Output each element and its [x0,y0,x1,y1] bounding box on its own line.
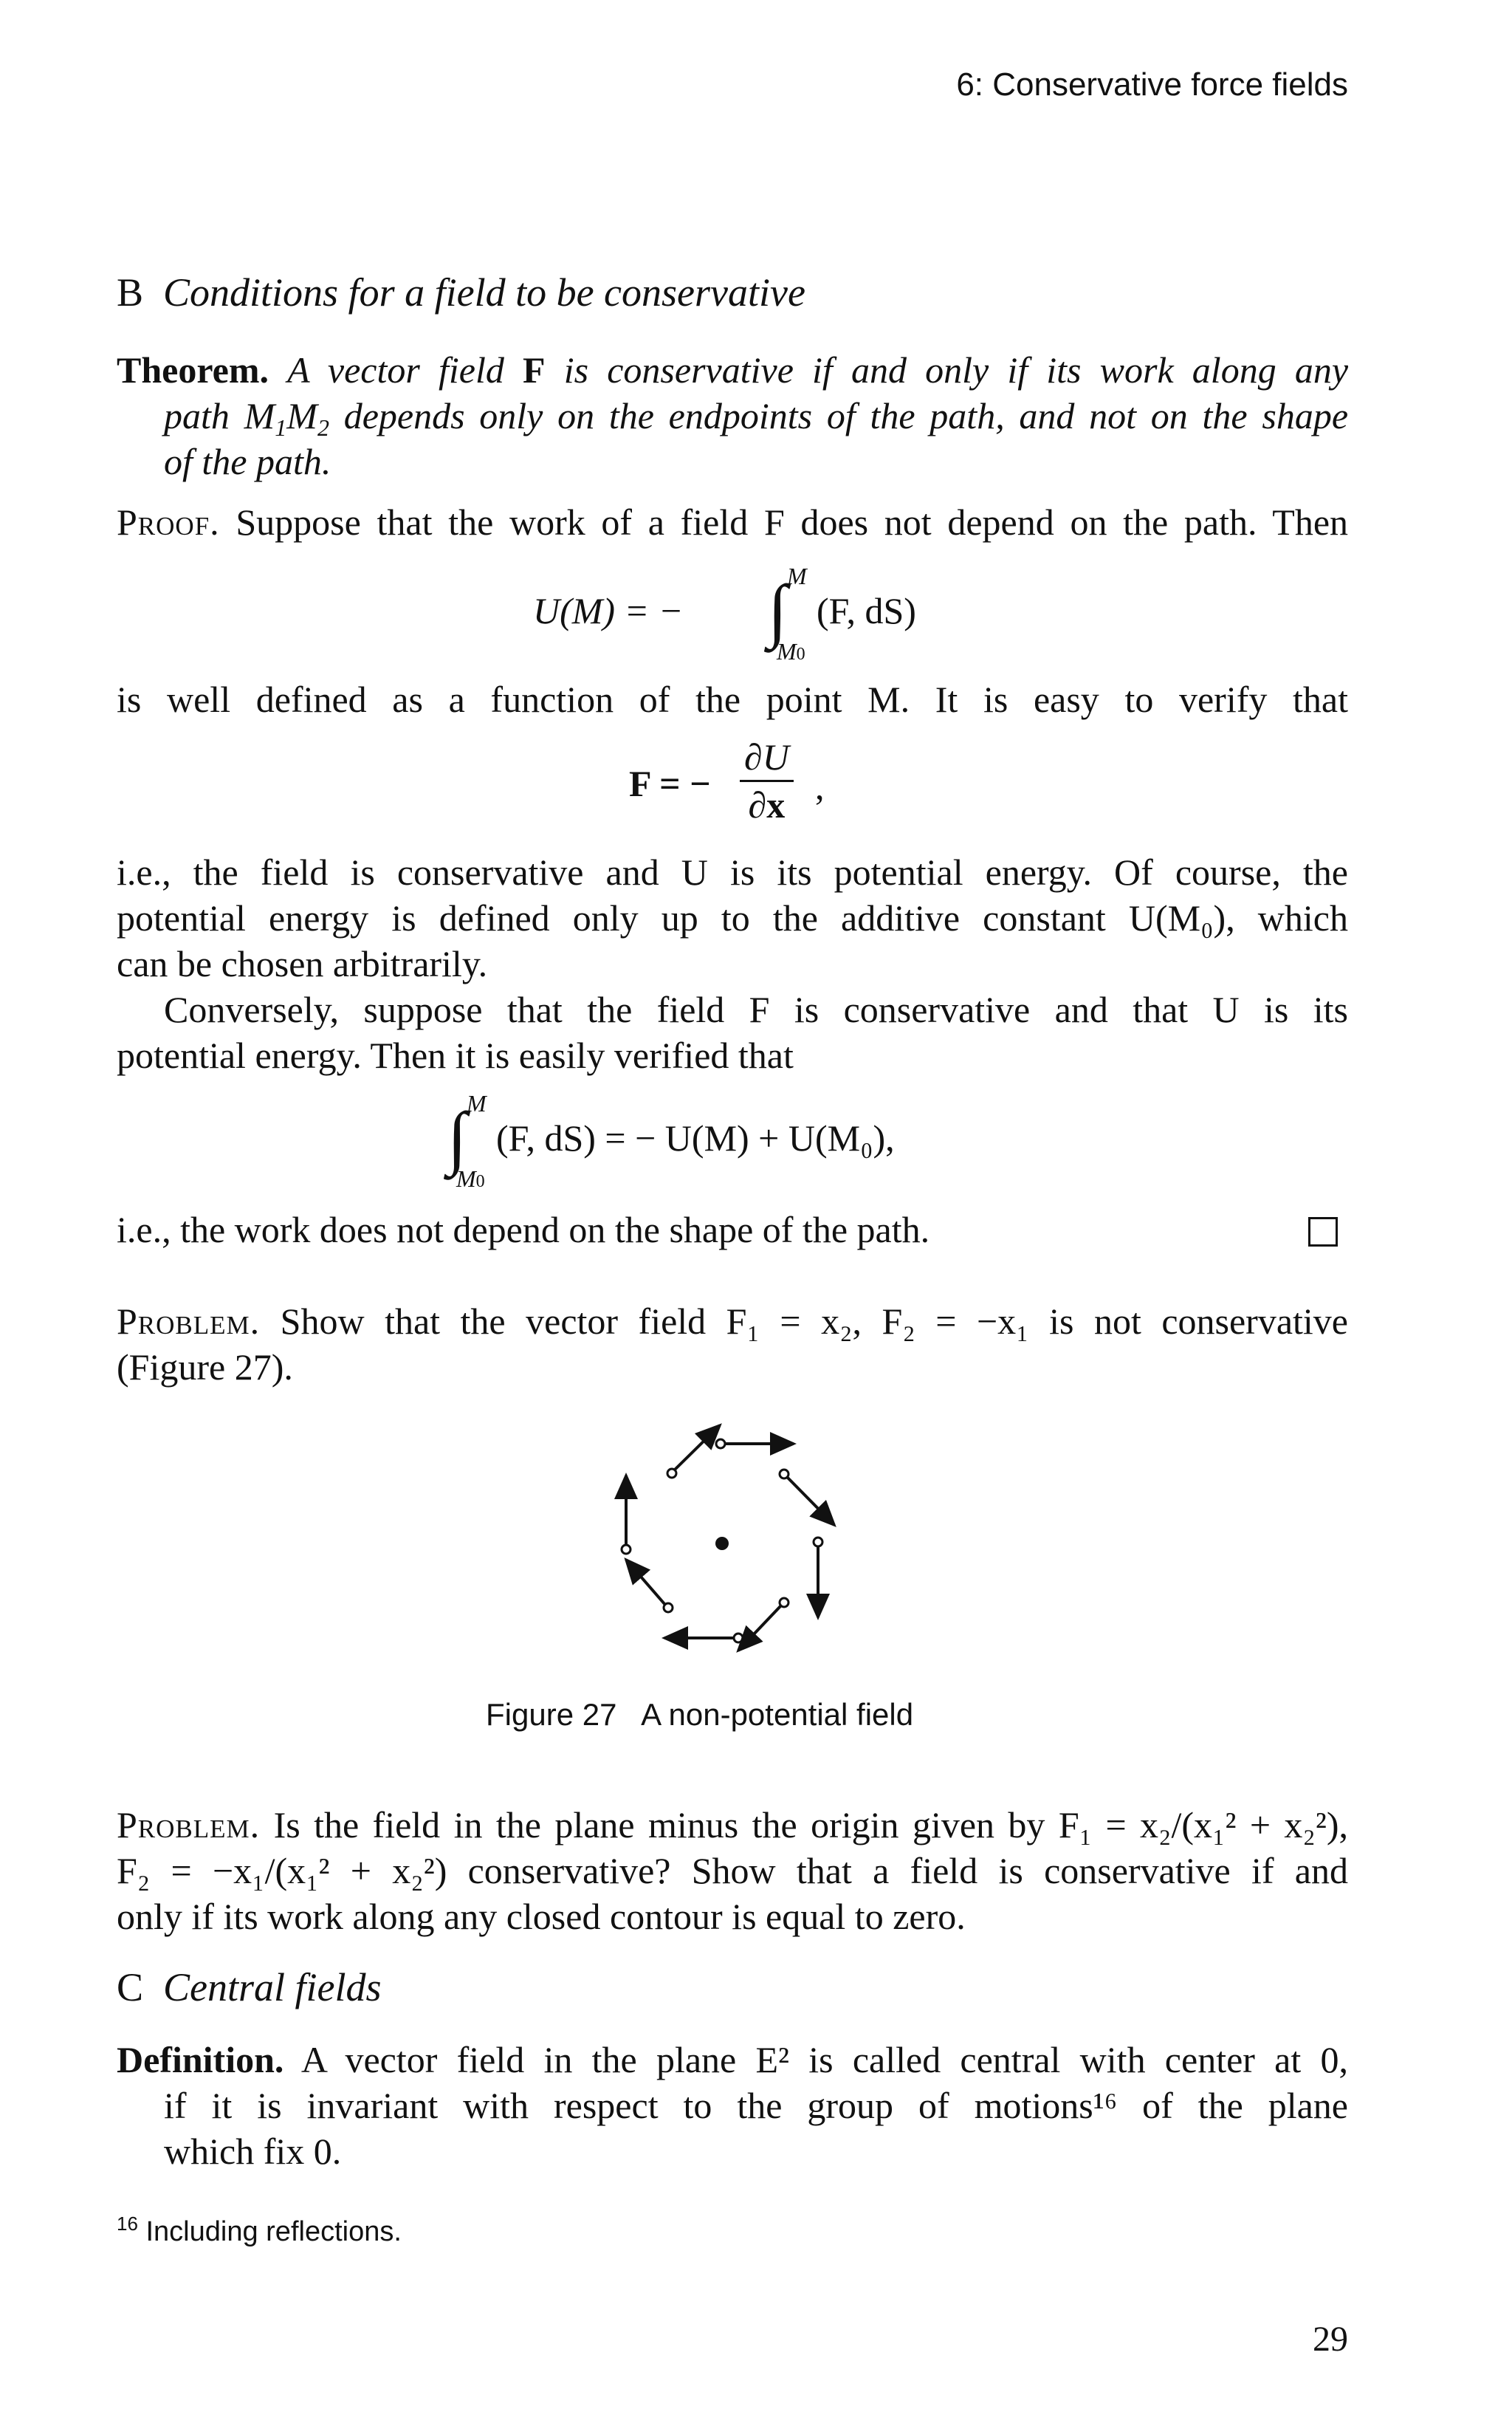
field-vector-arrow [814,1538,822,1617]
section-c-heading [117,1964,382,2010]
definition-line-3: which fix 0. [164,2131,342,2172]
problem-label: Problem. [117,1804,261,1845]
problem-text: Is the field in the plane minus the origin given by F₁ = x₂/(x₁² + x₂²), [273,1804,1348,1845]
field-vector-arrow [664,1634,743,1642]
definition-label: Definition. [117,2039,284,2080]
problem-2-line-1 [117,1802,1348,1848]
footnote-mark: 16 [117,2213,138,2235]
field-vector-arrow [738,1598,788,1651]
integral-upper-limit: M [467,1090,487,1117]
section-c-title: Central fields [163,1965,382,2009]
equation-comma: , [815,766,825,807]
proof-line-1 [117,499,1348,545]
problem-label: Problem. [117,1300,261,1342]
theorem-line-3: of the path. [164,441,331,482]
section-b-heading [117,270,805,315]
proof-line-3: i.e., the field is conservative and U is its potential energy. Of course, the [117,851,1348,893]
integral-sign: ∫ [768,570,788,649]
qed-box [1308,1217,1338,1247]
theorem-text: path M [164,395,275,436]
integral-upper-limit: M [787,563,807,589]
origin-dot [715,1537,729,1550]
figure-caption-text: A non-potential field [641,1697,914,1732]
problem-text: Show that the vector field F₁ = x₂, F₂ = −x₁ is not conservative [280,1300,1348,1342]
figure-27-diagram [591,1403,915,1676]
subscript: 1 [275,414,287,441]
proof-line-4: potential energy is defined only up to the additive constant U(M₀), which [117,897,1348,939]
section-c-letter: C [117,1965,144,2009]
integral-sign: ∫ [447,1097,467,1176]
page-number: 29 [1313,2320,1348,2359]
theorem-text: A vector field [287,349,504,391]
field-vector-arrow [622,1476,630,1554]
theorem-vector-f: F [523,349,546,391]
theorem-text: is conservative if and only if its work along any [563,349,1349,391]
proof-text: Suppose that the work of a field F does not depend on the path. Then [236,501,1349,543]
fraction-numerator: ∂U [740,736,794,782]
proof-line-7: potential energy. Then it is easily verified that [117,1035,794,1076]
definition-line-2: if it is invariant with respect to the group of motions¹⁶ of the plane [164,2085,1348,2126]
equation-lhs: F = − [629,763,711,804]
running-head: 6: Conservative force fields [956,66,1348,103]
integral-lower-limit: M0 [456,1165,485,1192]
section-b-letter: B [117,270,144,315]
equation-lhs: U(M) = − [533,590,684,631]
subscript: 2 [317,414,329,441]
figure-27-caption [486,1697,913,1733]
footnote [117,2213,402,2248]
theorem-line-1 [117,347,1348,393]
proof-line-2: is well defined as a function of the point M. It is easy to verify that [117,679,1348,720]
figure-number: Figure 27 [486,1697,617,1732]
integral-lower-limit: M0 [777,638,805,665]
field-vector-arrow [780,1470,834,1525]
proof-line-8: i.e., the work does not depend on the shape of the path. [117,1209,930,1250]
problem-2-line-2: F₂ = −x₁/(x₁² + x₂²) conservative? Show that a field is conservative if and [117,1850,1348,1891]
definition-line-1 [117,2037,1348,2083]
theorem-line-2 [164,393,1348,450]
field-vector-arrow [667,1425,720,1478]
theorem-label: Theorem. [117,349,269,391]
problem-1-line-1 [117,1298,1348,1344]
footnote-text: Including reflections. [145,2216,402,2247]
field-vector-arrow [626,1560,673,1612]
problem-1-line-2: (Figure 27). [117,1346,293,1388]
theorem-text: depends only on the endpoints of the path, and not on the shape [343,395,1349,436]
equation-gradient [629,736,924,839]
proof-line-5: can be chosen arbitrarily. [117,943,488,984]
equation-potential [533,561,1050,665]
equation-integrand: (F, dS) = − U(M) + U(M₀), [496,1117,895,1159]
fraction-denominator: ∂x [748,784,786,826]
proof-line-6: Conversely, suppose that the field F is conservative and that U is its [164,989,1348,1030]
equation-integrand: (F, dS) [817,590,916,631]
definition-text: A vector field in the plane E² is called central with center at 0, [300,2039,1348,2080]
equation-work [447,1089,1038,1192]
problem-2-line-3: only if its work along any closed contour is equal to zero. [117,1896,966,1937]
proof-label: Proof. [117,501,220,543]
section-b-title: Conditions for a field to be conservative [163,270,805,315]
field-vector-arrow [716,1439,794,1448]
fraction [740,736,794,826]
theorem-text: M [286,395,317,436]
